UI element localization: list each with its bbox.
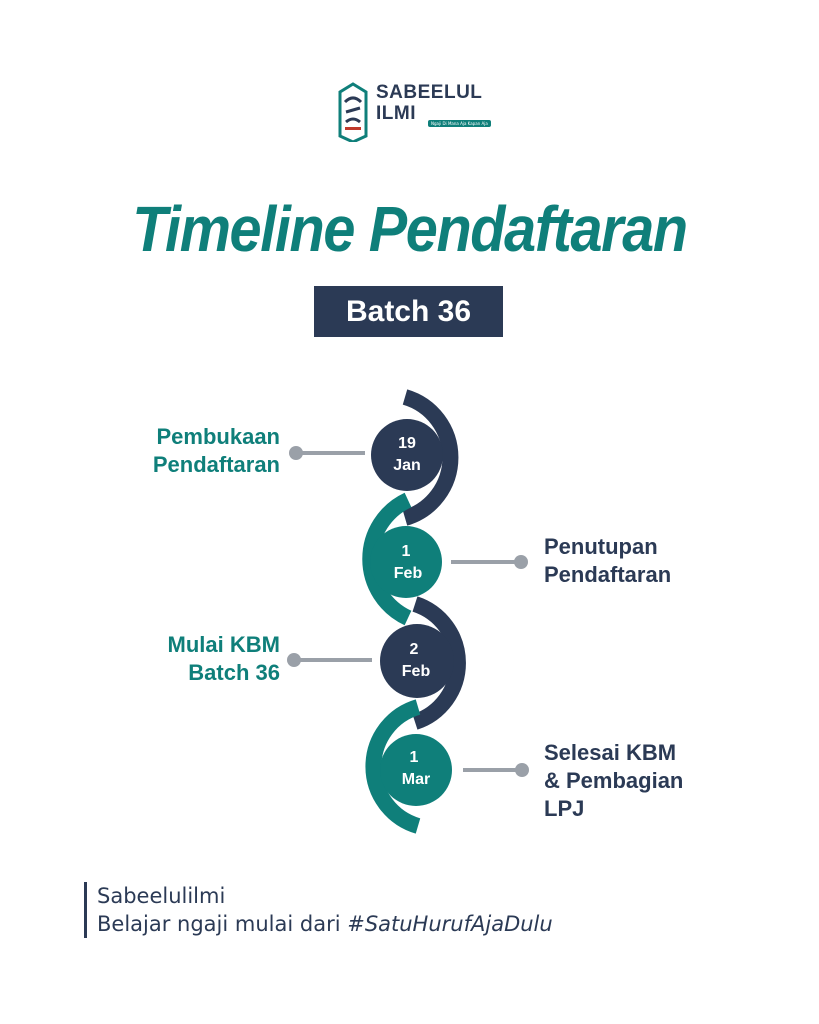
brand-name-line2: ILMI <box>376 103 416 124</box>
date-month-4: Mar <box>401 771 431 788</box>
connector-4 <box>463 763 529 777</box>
date-month-1: Jan <box>393 457 421 474</box>
date-day-4: 1 <box>409 749 419 766</box>
event-label-3-line1: Mulai KBM <box>167 632 280 657</box>
event-label-1-line1: Pembukaan <box>156 424 280 449</box>
connector-3 <box>287 653 372 667</box>
connector-2 <box>451 555 528 569</box>
event-label-4-line2: & Pembagian <box>544 768 684 793</box>
page-title: Timeline Pendaftaran <box>132 193 687 265</box>
connector-1 <box>289 446 365 460</box>
brand-tagline: Ngaji Di Mana Aja Kapan Aja <box>428 120 491 127</box>
event-label-4-line1: Selesai KBM <box>544 740 677 765</box>
event-label-2-line1: Penutupan <box>544 534 658 559</box>
date-day-3: 2 <box>409 641 419 658</box>
footer-slogan <box>97 910 553 938</box>
footer <box>84 882 553 938</box>
date-month-3: Feb <box>401 663 431 680</box>
date-day-2: 1 <box>401 543 411 560</box>
event-label-3 <box>80 631 280 687</box>
event-label-2-line2: Pendaftaran <box>544 562 672 587</box>
event-label-1 <box>80 423 280 479</box>
event-label-4-line3: LPJ <box>544 796 585 821</box>
date-day-1: 19 <box>398 435 416 452</box>
event-label-2 <box>544 533 764 589</box>
footer-handle: Sabeelulilmi <box>97 884 226 908</box>
brand-name-line1: SABEELUL <box>376 82 483 103</box>
date-month-2: Feb <box>393 565 423 582</box>
date-circle-2 <box>370 526 442 598</box>
date-circle-3 <box>380 624 454 698</box>
event-label-1-line2: Pendaftaran <box>152 452 280 477</box>
batch-badge: Batch 36 <box>314 286 503 337</box>
date-circle-1 <box>371 419 443 491</box>
event-label-4 <box>544 739 764 823</box>
event-label-3-line2: Batch 36 <box>188 660 280 685</box>
date-circle-4 <box>380 734 452 806</box>
footer-hashtag: #SatuHurufAjaDulu <box>347 912 553 936</box>
footer-slogan-text: Belajar ngaji mulai dari <box>97 912 348 936</box>
